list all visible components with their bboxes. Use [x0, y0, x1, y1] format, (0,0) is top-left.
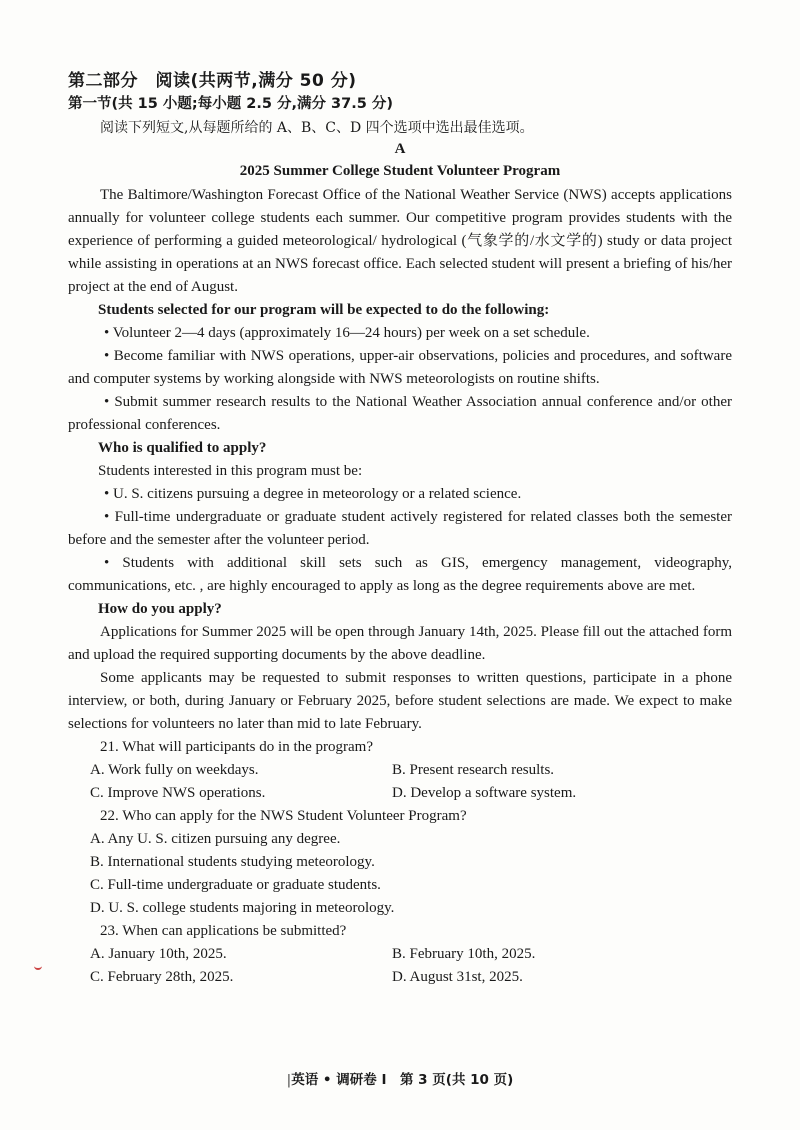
instruction-text: 阅读下列短文,从每题所给的 A、B、C、D 四个选项中选出最佳选项。	[100, 120, 534, 136]
expect-heading: Students selected for our program will be expected to do the following:	[98, 302, 550, 318]
option-c: C. Improve NWS operations.	[90, 785, 266, 801]
question-23	[68, 920, 732, 989]
qualified-heading: Who is qualified to apply?	[98, 440, 267, 456]
section-heading: 第二部分 阅读(共两节,满分 50 分)	[68, 71, 357, 91]
apply-paragraph: Applications for Summer 2025 will be open through January 14th, 2025. Please fill out the attached form and upload the required supporting documents by the above deadline.	[68, 624, 732, 663]
question-list	[68, 736, 732, 989]
option-b: B. February 10th, 2025.	[392, 946, 536, 962]
question-stem: 22. Who can apply for the NWS Student Volunteer Program?	[100, 808, 467, 824]
footer-divider: |	[286, 1072, 292, 1088]
option-a: A. Work fully on weekdays.	[90, 762, 259, 778]
question-stem: 21. What will participants do in the program?	[100, 739, 373, 755]
expect-item: • Become familiar with NWS operations, upper-air observations, policies and procedures, and software and computer systems by working alongside with NWS meteorologists on routine shifts.	[68, 348, 732, 387]
expect-item: • Submit summer research results to the National Weather Association annual conference and/or other professional conferences.	[68, 394, 732, 433]
expect-item: • Volunteer 2—4 days (approximately 16—24 hours) per week on a set schedule.	[104, 325, 590, 341]
intro-paragraph: The Baltimore/Washington Forecast Office of the National Weather Service (NWS) accepts applications annually for volunteer college students each summer. Our competitive program provides students with the experience of performing a guided meteorological/ hydrological (气象学的/水文学的) study or data project while assisting in operations at an NWS forecast office. Each selected student will present a briefing of his/her project at the end of August.	[68, 187, 732, 295]
option-grid	[68, 759, 732, 805]
option-c: C. Full-time undergraduate or graduate students.	[90, 877, 381, 893]
option-a: A. Any U. S. citizen pursuing any degree.	[90, 831, 341, 847]
option-d: D. August 31st, 2025.	[392, 969, 523, 985]
option-b: B. Present research results.	[392, 762, 555, 778]
option-list	[68, 828, 732, 920]
option-d: D. U. S. college students majoring in meteorology.	[90, 900, 395, 916]
question-22	[68, 805, 732, 920]
apply-heading: How do you apply?	[98, 601, 222, 617]
qualified-item: • Full-time undergraduate or graduate student actively registered for related classes both the semester before and the semester after the volunteer period.	[68, 509, 732, 548]
option-d: D. Develop a software system.	[392, 785, 577, 801]
passage-body	[68, 184, 732, 989]
qualified-item: • Students with additional skill sets such as GIS, emergency management, videography, communications, etc. , are highly encouraged to apply as long as the degree requirements above are met.	[68, 555, 732, 594]
option-grid	[68, 943, 732, 989]
question-stem: 23. When can applications be submitted?	[100, 923, 347, 939]
qualified-item: • U. S. citizens pursuing a degree in meteorology or a related science.	[104, 486, 522, 502]
qualified-intro: Students interested in this program must be:	[98, 463, 363, 479]
page-footer	[0, 1068, 800, 1088]
passage-letter: A	[394, 141, 406, 157]
footer-text: 英语 • 调研卷 I 第 3 页(共 10 页)	[291, 1072, 514, 1088]
question-21	[68, 736, 732, 805]
pen-mark	[34, 963, 42, 970]
option-c: C. February 28th, 2025.	[90, 969, 234, 985]
subsection-heading: 第一节(共 15 小题;每小题 2.5 分,满分 37.5 分)	[68, 96, 393, 112]
option-b: B. International students studying meteorology.	[90, 854, 375, 870]
option-a: A. January 10th, 2025.	[90, 946, 227, 962]
apply-paragraph: Some applicants may be requested to submit responses to written questions, participate in a phone interview, or both, during January or February 2025, before student selections are made. We expect to make selections for volunteers no later than mid to late February.	[68, 670, 732, 732]
passage-title: 2025 Summer College Student Volunteer Program	[239, 163, 561, 179]
